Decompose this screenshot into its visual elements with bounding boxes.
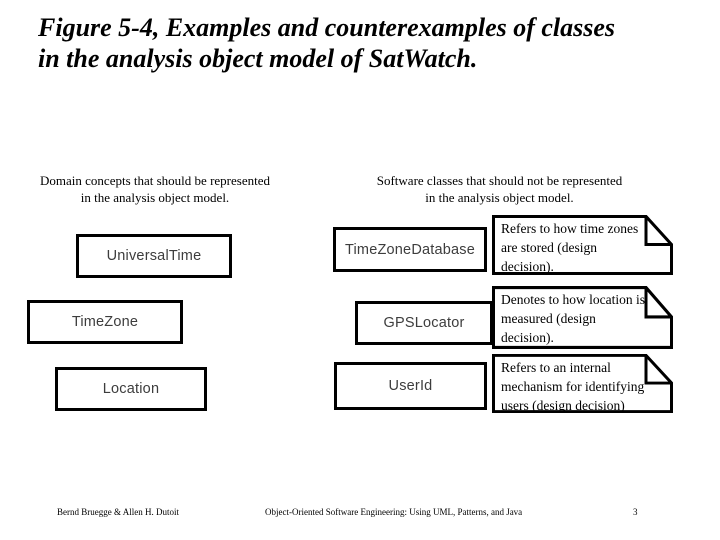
class-label-universaltime: UniversalTime [106, 248, 202, 264]
class-box-timezonedatabase [333, 227, 487, 272]
class-box-universaltime [76, 234, 232, 278]
note-line: mechanism for identifying [501, 379, 645, 394]
class-label-location: Location [102, 381, 160, 397]
slide-footer [0, 504, 720, 520]
right-column-header-line2: in the analysis object model. [425, 190, 574, 205]
note-text [501, 219, 669, 276]
footer-authors: Bernd Bruegge & Allen H. Dutoit [57, 507, 179, 517]
class-box-timezone [27, 300, 183, 344]
class-label-gpslocator: GPSLocator [383, 315, 465, 331]
slide-title-line2: in the analysis object model of SatWatch. [38, 44, 478, 73]
class-box-location [55, 367, 207, 411]
uml-note-timezonedatabase [492, 215, 673, 275]
note-line: are stored (design [501, 240, 597, 255]
footer-book-title: Object-Oriented Software Engineering: Using UML, Patterns, and Java [265, 507, 523, 517]
slide-title-line1: Figure 5-4, Examples and counterexamples of classes [38, 13, 616, 42]
note-text [501, 290, 669, 347]
note-line: Refers to how time zones [501, 221, 639, 236]
right-column-header-line1: Software classes that should not be represented [376, 173, 623, 188]
note-line: Denotes to how location is [501, 292, 645, 307]
right-column-header [352, 172, 647, 206]
uml-note-userid [492, 354, 673, 413]
class-label-userid: UserId [388, 378, 433, 394]
class-label-timezonedatabase: TimeZoneDatabase [344, 241, 475, 258]
uml-note-gpslocator [492, 286, 673, 349]
left-column-header-line2: in the analysis object model. [80, 190, 230, 205]
slide-title [38, 12, 686, 74]
class-box-userid [334, 362, 487, 410]
left-column-header [5, 172, 305, 206]
note-line: decision). [501, 330, 554, 345]
class-label-timezone: TimeZone [71, 314, 139, 330]
note-text [501, 358, 669, 415]
note-line: decision). [501, 259, 554, 274]
note-line: Refers to an internal [501, 360, 611, 375]
class-box-gpslocator [355, 301, 493, 345]
footer-page-number: 3 [633, 507, 638, 517]
left-column-header-line1: Domain concepts that should be represented [40, 173, 270, 188]
note-line: measured (design [501, 311, 596, 326]
note-line: users (design decision) [501, 398, 625, 413]
